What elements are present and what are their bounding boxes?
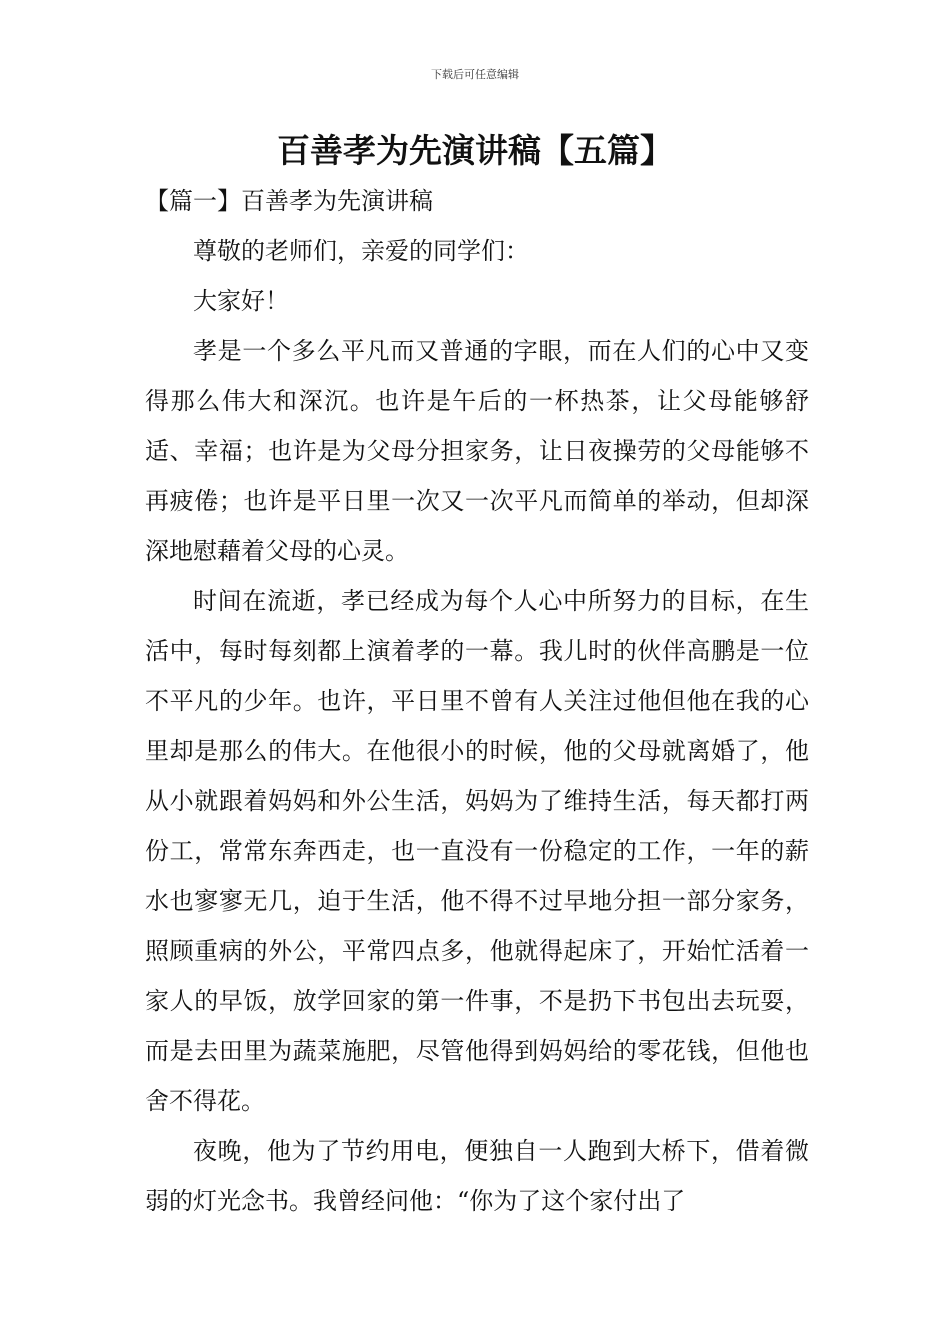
paragraph-greeting: 尊敬的老师们，亲爱的同学们： [193, 237, 529, 265]
paragraph-hello: 大家好！ [193, 287, 289, 315]
section-heading: 【篇一】百善孝为先演讲稿 [145, 187, 433, 215]
paragraph-story: 时间在流逝，孝已经成为每个人心中所努力的目标，在生活中，每时每刻都上演着孝的一幕。我儿时的伙伴高鹏是一位不平凡的少年。也许，平日里不曾有人关注过他但他在我的心里却是那么的伟大。在他很小的时候，他的父母就离婚了，他从小就跟着妈妈和外公生活，妈妈为了维持生活，每天都打两份工，常常东奔西走，也一直没有一份稳定的工作，一年的薪水也寥寥无几，迫于生活，他不得不过早地分担一部分家务，照顾重病的外公，平常四点多，他就得起床了，开始忙活着一家人的早饭，放学回家的第一件事，不是扔下书包出去玩耍，而是去田里为蔬菜施肥，尽管他得到妈妈给的零花钱，但他也舍不得花。 [145, 587, 809, 1115]
paragraph-night: 夜晚，他为了节约用电，便独自一人跑到大桥下，借着微弱的灯光念书。我曾经问他：“你为了这个家付出了 [145, 1137, 809, 1215]
document-body [145, 176, 809, 1226]
document-title: 百善孝为先演讲稿【五篇】 [277, 131, 673, 170]
paragraph-filial-piety: 孝是一个多么平凡而又普通的字眼，而在人们的心中又变得那么伟大和深沉。也许是午后的一杯热茶，让父母能够舒适、幸福；也许是为父母分担家务，让日夜操劳的父母能够不再疲倦；也许是平日里一次又一次平凡而简单的举动，但却深深地慰藉着父母的心灵。 [145, 337, 809, 565]
header-note: 下载后可任意编辑 [431, 68, 519, 81]
